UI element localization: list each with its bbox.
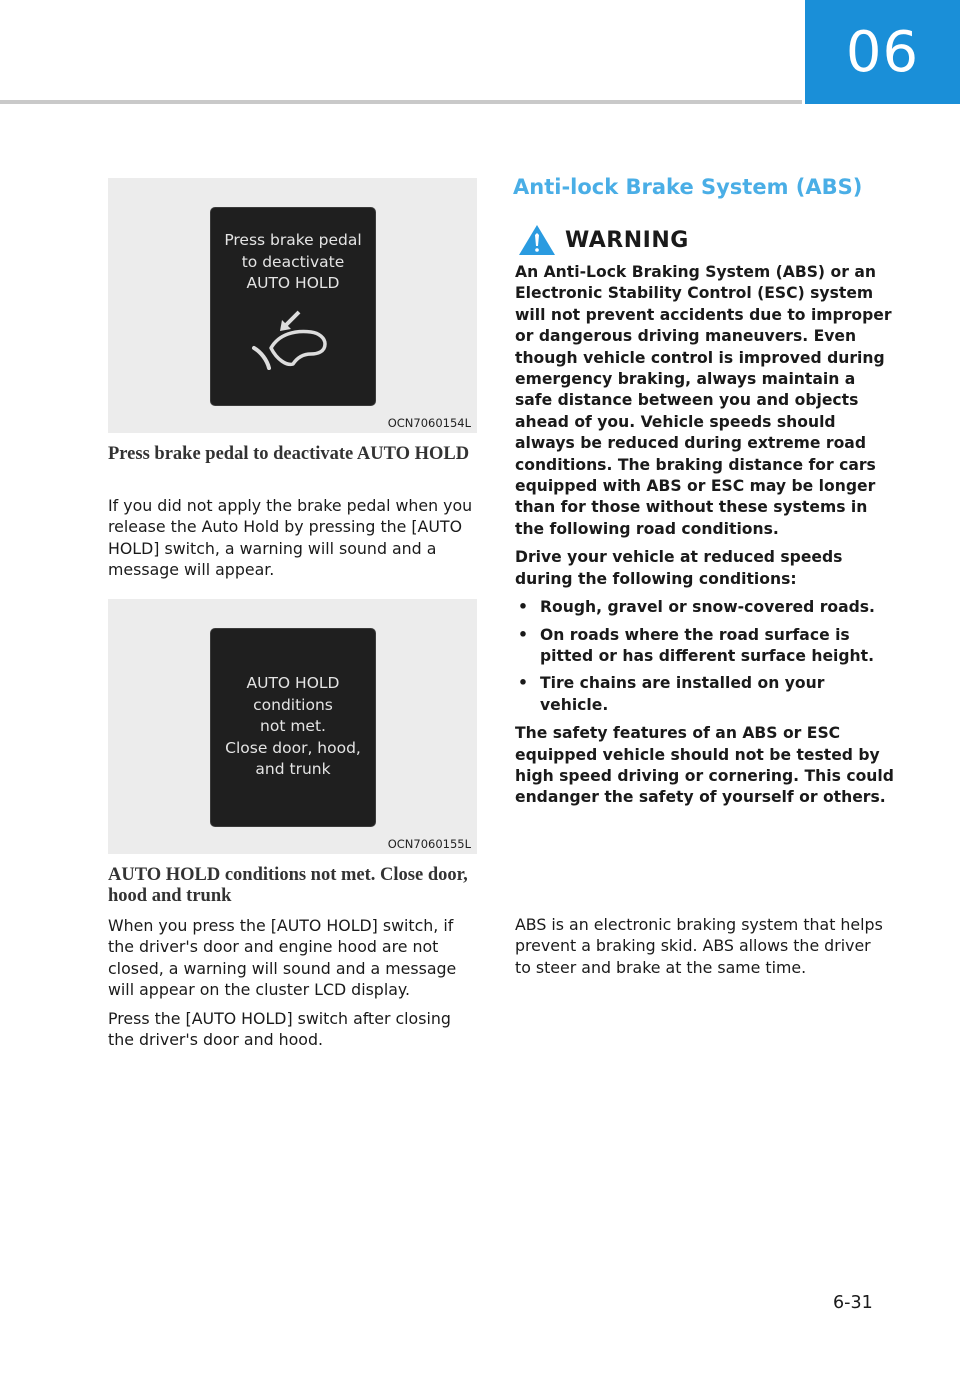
abs-description: ABS is an electronic braking system that helps prevent a braking skid. ABS allows the driver to steer and brake at the same time. <box>515 915 883 977</box>
display-line: and trunk <box>255 760 331 778</box>
warning-list <box>515 597 895 716</box>
paragraph: When you press the [AUTO HOLD] switch, if the driver's door and engine hood are not closed, a warning will sound and a message will appear on the cluster LCD display. <box>108 916 457 1000</box>
warning-paragraph: The safety features of an ABS or ESC equipped vehicle should not be tested by high speed driving or cornering. This could endanger the safety of yourself or others. <box>515 724 894 807</box>
warning-paragraph: An Anti-Lock Braking System (ABS) or an Electronic Stability Control (ESC) system will not prevent accidents due to improper or dangerous driving maneuvers. Even though vehicle control is improved during emergency braking, always maintain a safe distance between you and objects ahead of you. Vehicle speeds should always be reduced during extreme road conditions. The braking distance for cars equipped with ABS or ESC may be longer than for those without these systems in the following road conditions. <box>515 263 892 538</box>
display-line: not met. <box>260 717 326 735</box>
cluster-display <box>210 207 376 406</box>
display-message <box>211 230 375 295</box>
display-message <box>211 673 375 781</box>
figure-code: OCN7060155L <box>387 837 471 851</box>
list-item: • Tire chains are installed on your vehicle. <box>515 673 895 716</box>
cluster-display <box>210 628 376 827</box>
warning-triangle-icon <box>517 223 557 257</box>
figure-caption: Press brake pedal to deactivate AUTO HOLD <box>108 444 470 464</box>
chapter-tab: 06 <box>805 0 960 104</box>
figure-caption: AUTO HOLD conditions not met. Close door, hood and trunk <box>108 865 468 906</box>
figure-code: OCN7060154L <box>387 416 471 430</box>
display-line: AUTO HOLD <box>246 674 340 692</box>
paragraph: Press the [AUTO HOLD] switch after closing the driver's door and hood. <box>108 1008 451 1050</box>
display-line: to deactivate <box>241 252 345 271</box>
warning-label: WARNING <box>565 227 689 253</box>
section-title: Anti-lock Brake System (ABS) <box>513 175 863 199</box>
list-item: • Rough, gravel or snow-covered roads. <box>515 597 895 618</box>
list-item: • On roads where the road surface is pitted or has different surface height. <box>515 625 895 668</box>
display-line: AUTO HOLD <box>246 274 340 292</box>
body-text <box>108 915 480 1057</box>
figure-auto-hold-conditions <box>108 599 477 854</box>
header-rule <box>0 100 802 104</box>
display-line: conditions <box>253 695 333 714</box>
paragraph: If you did not apply the brake pedal when you release the Auto Hold by pressing the [AUTO HOLD] switch, a warning will sound and a message will appear. <box>108 496 473 580</box>
body-text <box>108 495 480 588</box>
warning-paragraph: Drive your vehicle at reduced speeds during the following conditions: <box>515 548 843 588</box>
warning-body <box>515 262 895 816</box>
warning-header <box>517 223 689 257</box>
display-line: Press brake pedal <box>224 231 362 249</box>
display-line: Close door, hood, <box>225 738 361 757</box>
figure-auto-hold-deactivate <box>108 178 477 433</box>
page-number: 6-31 <box>833 1293 873 1313</box>
brake-pedal-icon <box>249 296 339 376</box>
